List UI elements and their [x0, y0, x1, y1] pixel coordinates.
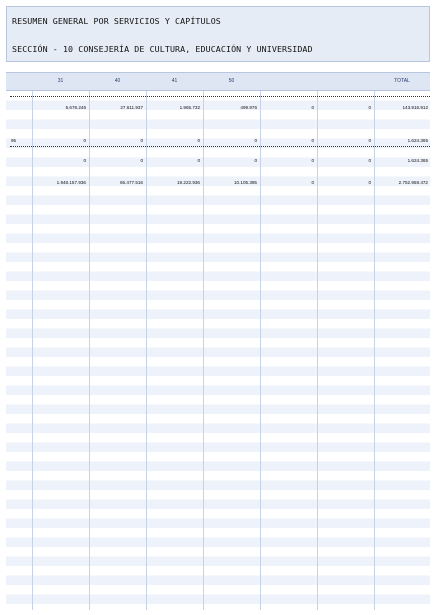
column-header: TOTAL: [394, 78, 410, 84]
table-cell: 0: [83, 158, 86, 163]
dotted-separator: [10, 146, 430, 147]
table-cell: 0: [140, 158, 143, 163]
column-header: 50: [228, 78, 235, 84]
table-cell: 143.916.912: [402, 105, 428, 110]
table-cell: 10.105.395: [234, 180, 257, 185]
table-cell: 0: [197, 138, 200, 143]
column-header-row: [6, 72, 430, 91]
table-cell: 0: [254, 158, 257, 163]
table-cell: 0: [368, 105, 371, 110]
table-cell: 27.611.937: [120, 105, 143, 110]
table-cell: 19.222.936: [177, 180, 200, 185]
table-cell: 0: [368, 180, 371, 185]
table-cell: 0: [311, 180, 314, 185]
table-cell: 0: [368, 138, 371, 143]
column-divider: [32, 72, 33, 610]
table-cell: 0: [368, 158, 371, 163]
table-cell: 0: [311, 158, 314, 163]
table-cell: 0: [140, 138, 143, 143]
column-divider: [146, 72, 147, 610]
table-cell: 2.752.958.472: [398, 180, 428, 185]
table-cell: 1.624.365: [407, 138, 428, 143]
column-divider: [89, 72, 90, 610]
section-title: SECCIÓN - 10 CONSEJERÍA DE CULTURA, EDUCACIÓN Y UNIVERSIDAD: [12, 44, 313, 54]
column-header: 31: [57, 78, 64, 84]
table-cell: 499.976: [240, 105, 257, 110]
table-cell: 0: [197, 158, 200, 163]
table-cell: 0: [311, 105, 314, 110]
report-title: RESUMEN GENERAL POR SERVICIOS Y CAPÍTULOS: [12, 16, 221, 26]
table-cell: 1.624.365: [407, 158, 428, 163]
table-cell: 0: [311, 138, 314, 143]
column-header: 40: [114, 78, 121, 84]
row-label: 95: [11, 138, 17, 143]
column-header: [260, 78, 317, 88]
column-header: 41: [171, 78, 178, 84]
table-cell: 0: [254, 138, 257, 143]
table-cell: 1.948.157.936: [56, 180, 86, 185]
table-cell: 0: [83, 138, 86, 143]
column-divider: [374, 72, 375, 610]
dotted-separator: [10, 96, 430, 97]
table-cell: 1.965.732: [179, 105, 200, 110]
column-divider: [260, 72, 261, 610]
column-header: [317, 78, 374, 88]
column-divider: [317, 72, 318, 610]
table-cell: 65.477.516: [120, 180, 143, 185]
data-table: [6, 72, 430, 610]
column-divider: [203, 72, 204, 610]
report-header: [6, 6, 430, 62]
table-cell: 5.676.246: [65, 105, 86, 110]
